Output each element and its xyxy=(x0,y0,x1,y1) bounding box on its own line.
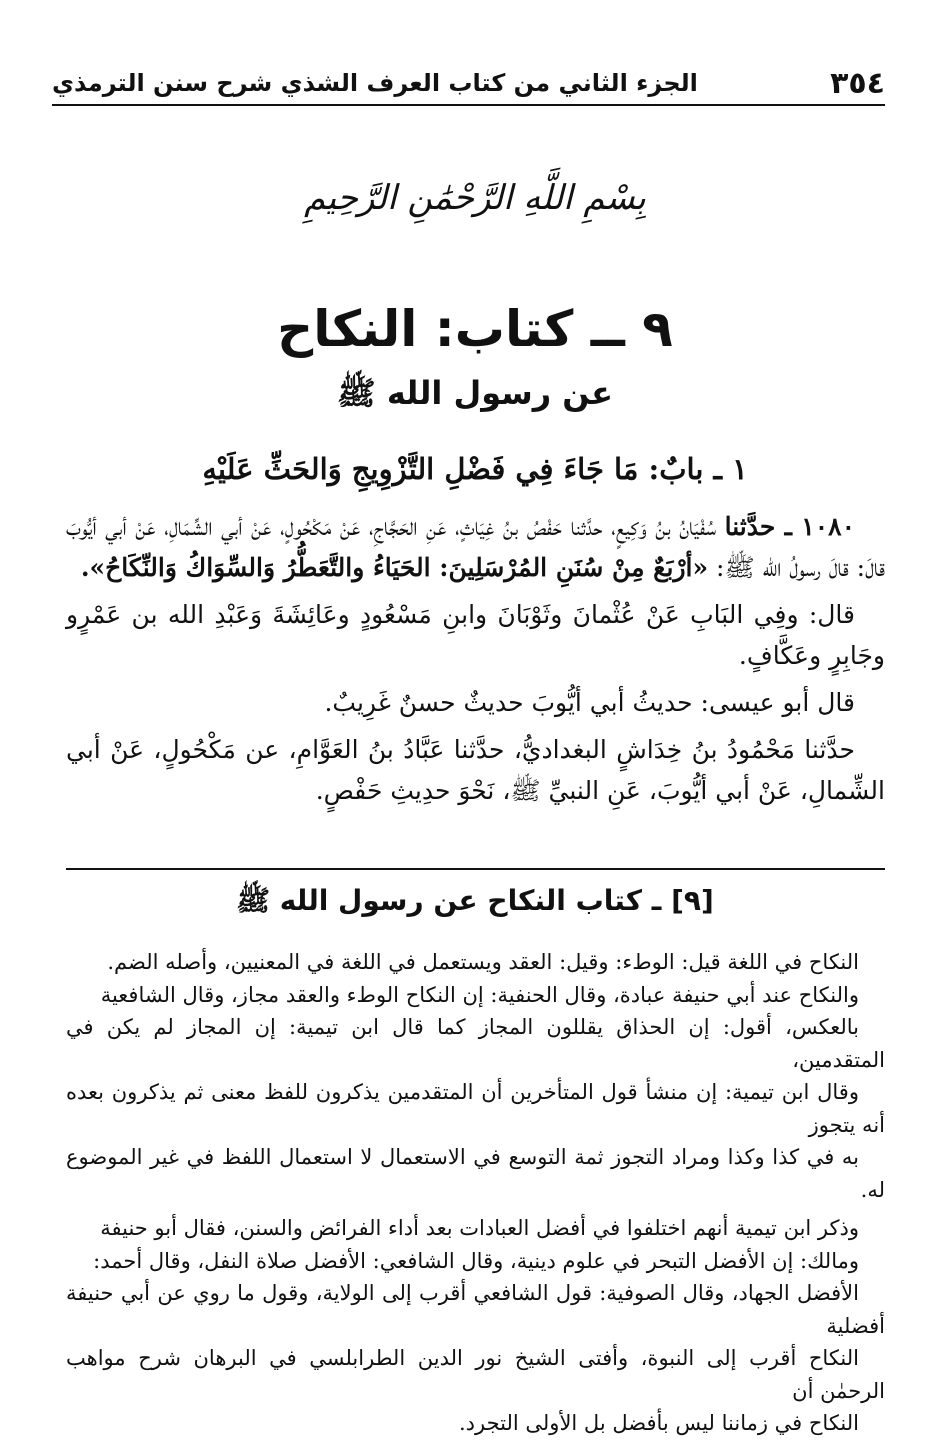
basmala: بِسْمِ اللَّهِ الرَّحْمَٰنِ الرَّحِيمِ xyxy=(304,178,646,218)
section-divider xyxy=(66,868,885,870)
commentary-text xyxy=(66,946,885,1446)
bab-note: قال: وفِي البَابِ عَنْ عُثْمانَ وثَوْبَانَ وابنِ مَسْعُودٍ وعَائِشَةَ وَعَبْدِ الله بن عَمْرٍو وجَابِرٍ وعَكَّافٍ. xyxy=(66,600,885,670)
hadith-matn: «أرْبَعٌ مِنْ سُنَنِ المُرْسَلِينَ: الحَيَاءُ والتَّعَطُّرُ وَالسِّوَاكُ وَالنِّكَاحُ». xyxy=(80,553,709,582)
hadith-number: ١٠٨٠ ـ حدَّثنا xyxy=(724,512,855,541)
commentary-line: ومالك: إن الأفضل التبحر في علوم دينية، وقال الشافعي: الأفضل صلاة النفل، وقال أحمد: xyxy=(93,1248,859,1273)
commentary-line: والنكاح عند أبي حنيفة عبادة، وقال الحنفية: إن النكاح الوطء والعقد مجاز، وقال الشافعية xyxy=(100,982,859,1007)
book-subtitle: عن رسول الله ﷺ xyxy=(337,374,613,412)
commentary-line: بالعكس، أقول: إن الحذاق يقللون المجاز كما قال ابن تيمية: إن المجاز لم يكن في المتقدمين، xyxy=(66,1015,885,1072)
book-title: ٩ ــ كتاب: النكاح xyxy=(277,300,673,358)
chapter-title: ١ ـ بابٌ: مَا جَاءَ فِي فَضْلِ التَّزْوِيجِ وَالحَثِّ عَلَيْهِ xyxy=(202,452,748,486)
running-title: الجزء الثاني من كتاب العرف الشذي شرح سنن الترمذي xyxy=(52,69,698,97)
commentary-title: [٩] ـ كتاب النكاح عن رسول الله ﷺ xyxy=(236,884,714,917)
commentary-line: النكاح أقرب إلى النبوة، وأفتى الشيخ نور الدين الطرابلسي في البرهان شرح مواهب الرحمٰن أن xyxy=(66,1346,885,1403)
running-header xyxy=(52,62,885,106)
commentary-line: النكاح في اللغة قيل: الوطء: وقيل: العقد ويستعمل في اللغة في المعنيين، وأصله الضم. xyxy=(107,950,859,974)
hadith-text xyxy=(66,506,885,817)
commentary-line: النكاح في زماننا ليس بأفضل بل الأولى التجرد. xyxy=(458,1411,859,1435)
commentary-paragraph xyxy=(66,1212,885,1440)
commentary-line: الأفضل الجهاد، وقال الصوفية: قول الشافعي أقرب إلى الولاية، وقول ما روي عن أبي حنيفة أفضلية xyxy=(66,1281,885,1338)
commentary-line: به في كذا وكذا ومراد التجوز ثمة التوسع في الاستعمال لا استعمال اللفظ في غير الموضوع له. xyxy=(66,1145,885,1202)
second-chain: حدَّثنا مَحْمُودُ بنُ خِدَاشٍ البغداديُّ، حدَّثنا عَبَّادُ بنُ العَوَّامِ، عن مَكْحُولٍ، عَنْ أبي الشِّمالِ، عَنْ أبي أيُّوبَ، عَنِ النبيِّ ﷺ، نَحْوَ حدِيثِ حَفْصٍ. xyxy=(66,735,885,805)
hadith-main xyxy=(66,506,885,588)
hadith-grading: قال أبو عيسى: حديثُ أبي أيُّوبَ حديثٌ حسنٌ غَرِيبٌ. xyxy=(324,688,855,717)
commentary-paragraph xyxy=(66,946,885,1206)
commentary-line: وقال ابن تيمية: إن منشأ قول المتأخرين أن المتقدمين يذكرون للفظ معنى ثم يذكرون بعده أنه يتجوز xyxy=(66,1080,885,1137)
commentary-line: وذكر ابن تيمية أنهم اختلفوا في أفضل العبادات بعد أداء الفرائض والسنن، فقال أبو حنيفة xyxy=(100,1216,859,1240)
page-number: ٣٥٤ xyxy=(830,65,885,101)
hadith-isnad: سُفْيَانُ بنُ وَكِيعٍ، حدَّثنا حَفْصُ بنُ غِيَاثٍ، عَنِ الحَجَّاجِ، عَنْ مَكْحُولٍ، عَنْ أبي الشِّمَالِ، عَنْ أبي أيُّوبَ قالَ: قالَ رسولُ الله ﷺ: xyxy=(66,512,885,582)
